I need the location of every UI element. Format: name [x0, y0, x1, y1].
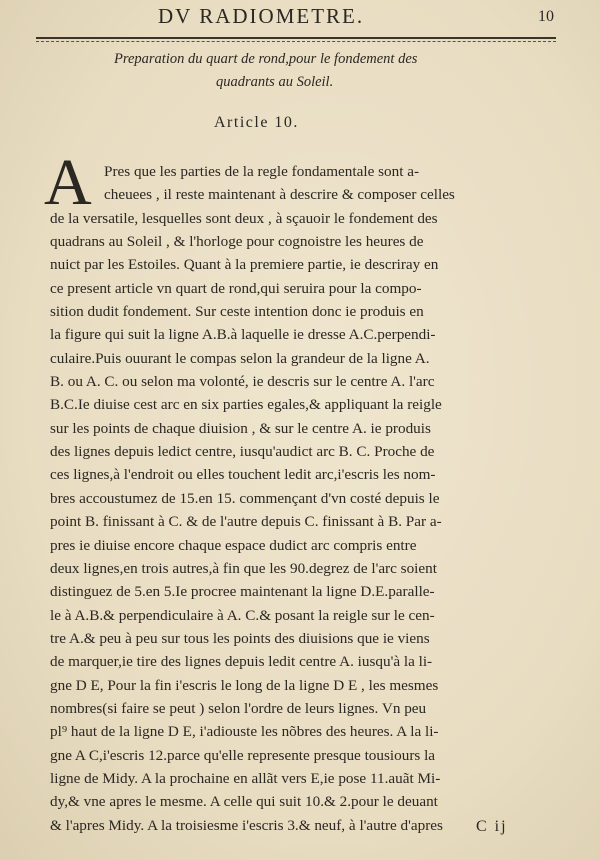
text-line: ce present article vn quart de rond,qui seruira pour la compo- — [50, 279, 422, 297]
text-line: sition dudit fondement. Sur ceste intention donc ie produis en — [50, 303, 424, 321]
text-line: bres accoustumez de 15.en 15. commençant d'vn costé depuis le — [50, 489, 440, 507]
running-title: DV RADIOMETRE. — [158, 4, 365, 28]
text-line: cheuees , il reste maintenant à descrire & composer celles — [104, 186, 455, 204]
text-line: le à A.B.& perpendiculaire à A. C.& posant la reigle sur le cen- — [50, 606, 435, 624]
text-line: & l'apres Midy. A la troisiesme i'escris 3.& neuf, à l'autre d'apres — [50, 816, 443, 834]
text-line: quadrans au Soleil , & l'horloge pour cognoistre les heures de — [50, 233, 424, 251]
section-title — [96, 48, 516, 94]
text-line: ligne de Midy. A la prochaine en allãt vers E,ie pose 11.auãt Mi- — [50, 769, 441, 787]
text-line: la figure qui suit la ligne A.B.à laquelle ie dresse A.C.perpendi- — [50, 326, 436, 344]
text-line: B.C.Ie diuise cest arc en six parties egales,& appliquant la reigle — [50, 396, 442, 414]
text-line: pres ie diuise encore chaque espace dudict arc compris entre — [50, 536, 417, 554]
page-header — [0, 2, 600, 30]
header-rule-ornament — [36, 41, 556, 42]
text-line: des lignes depuis ledict centre, iusqu'audict arc B. C. Proche de — [50, 443, 435, 461]
text-line: Pres que les parties de la regle fondamentale sont a- — [104, 163, 420, 180]
section-title-line-2: quadrants au Soleil. — [216, 74, 334, 90]
text-line: nombres(si faire se peut ) selon l'ordre de leurs lignes. Vn peu — [50, 699, 427, 717]
text-line: tre A.& peu à peu sur tous les points des diuisions que ie viens — [50, 629, 430, 647]
text-line: pl⁹ haut de la ligne D E, i'adiouste les nõbres des heures. A la li- — [50, 723, 439, 741]
signature-mark: C ij — [476, 818, 508, 835]
drop-capital: A — [44, 146, 92, 219]
text-line: de marquer,ie tire des lignes depuis ledit centre A. iusqu'à la li- — [50, 653, 433, 671]
text-line: sur les points de chaque diuision , & sur le centre A. ie produis — [50, 419, 431, 437]
page-number: 10 — [538, 8, 554, 25]
text-line: gne D E, Pour la fin i'escris le long de la ligne D E , les mesmes — [50, 676, 439, 694]
text-line: gne A C,i'escris 12.parce qu'elle represente presque tousiours la — [50, 746, 436, 764]
header-rule — [36, 37, 556, 39]
text-line: B. ou A. C. ou selon ma volonté, ie descris sur le centre A. l'arc — [50, 373, 435, 391]
text-line: culaire.Puis ouurant le compas selon la grandeur de la ligne A. — [50, 349, 430, 367]
section-title-line-1: Preparation du quart de rond,pour le fondement des — [114, 51, 418, 67]
text-line: dy,& vne apres le mesme. A celle qui suit 10.& 2.pour le deuant — [50, 793, 438, 811]
text-line: distinguez de 5.en 5.Ie procree maintenant la ligne D.E.paralle- — [50, 583, 435, 601]
text-line: de la versatile, lesquelles sont deux , à sçauoir le fondement des — [50, 209, 438, 227]
body-paragraph — [50, 160, 570, 837]
article-heading: Article 10. — [214, 114, 299, 131]
text-line: point B. finissant à C. & de l'autre depuis C. finissant à B. Par a- — [50, 513, 442, 531]
text-line: deux lignes,en trois autres,à fin que les 90.degrez de l'arc soient — [50, 559, 437, 577]
text-line: ces lignes,à l'endroit ou elles touchent ledit arc,i'escris les nom- — [50, 466, 436, 484]
text-line: nuict par les Estoiles. Quant à la premiere partie, ie descriray en — [50, 256, 439, 274]
